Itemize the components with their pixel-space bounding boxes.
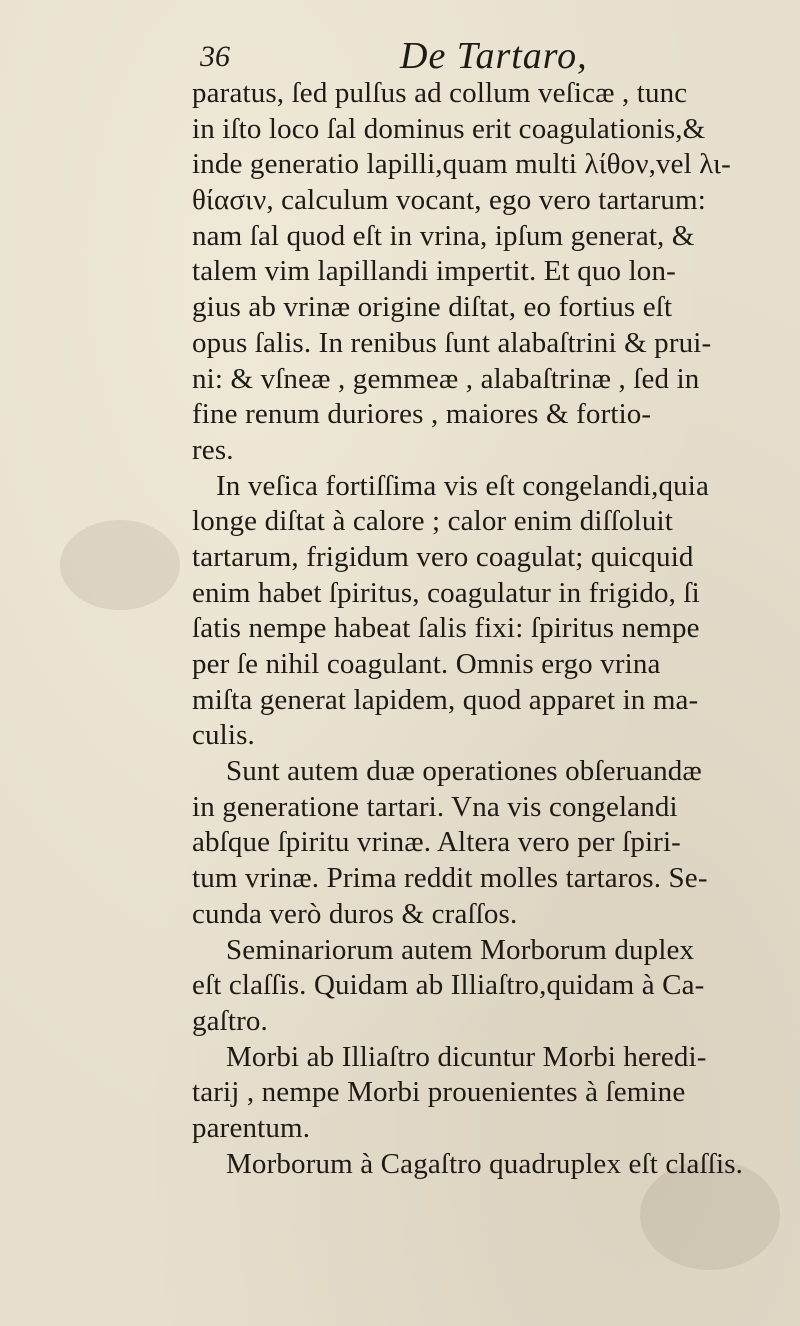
page-header: [200, 18, 640, 78]
text-line: gaſtro.: [192, 1004, 268, 1037]
text-line: enim habet ſpiritus, coagulatur in frigido, ſi: [192, 576, 700, 609]
paragraph-start-line: In veſica fortiſſima vis eſt congelandi,quia: [216, 469, 710, 502]
paragraph-start-line: Morbi ab Illiaſtro dicuntur Morbi heredi-: [226, 1040, 707, 1073]
text-line: θίασιν, calculum vocant, ego vero tartarum:: [192, 184, 706, 217]
text-line: tartarum, frigidum vero coagulat; quicquid: [192, 540, 694, 573]
text-line: miſta generat lapidem, quod apparet in ma-: [192, 683, 699, 716]
text-line: gius ab vrinæ origine diſtat, eo fortius eſt: [192, 291, 673, 324]
text-line: nam ſal quod eſt in vrina, ipſum generat, &: [192, 219, 695, 252]
page-number: 36: [200, 40, 230, 73]
paragraph-start-line: Seminariorum autem Morborum duplex: [226, 933, 695, 966]
paper-stain: [60, 520, 180, 610]
text-line: inde generatio lapilli,quam multi λίθον,vel λι-: [192, 148, 731, 181]
text-line: culis.: [192, 719, 255, 752]
paragraph-start-line: Sunt autem duæ operationes obſeruandæ: [226, 755, 702, 788]
text-line: talem vim lapillandi impertit. Et quo lon-: [192, 255, 676, 288]
text-line: abſque ſpiritu vrinæ. Altera vero per ſpiri-: [192, 826, 681, 859]
text-line: in generatione tartari. Vna vis congelandi: [192, 790, 678, 823]
text-line: tarij , nempe Morbi prouenientes à ſemine: [192, 1076, 686, 1109]
text-line: opus ſalis. In renibus ſunt alabaſtrini & prui-: [192, 326, 712, 359]
text-line: per ſe nihil coagulant. Omnis ergo vrina: [192, 648, 661, 680]
text-line: fine renum duriores , maiores & fortio-: [192, 398, 652, 431]
text-line: tum vrinæ. Prima reddit molles tartaros. Se-: [192, 862, 708, 895]
text-line: ſatis nempe habeat ſalis fixi: ſpiritus nempe: [192, 612, 700, 645]
text-line: res.: [192, 433, 234, 466]
text-line: parentum.: [192, 1111, 311, 1144]
body-text: [192, 76, 792, 1182]
text-line: in iſto loco ſal dominus erit coagulationis,&: [192, 112, 706, 145]
text-line: ni: & vſneæ , gemmeæ , alabaſtrinæ , ſed in: [192, 362, 700, 395]
text-line: paratus, ſed pulſus ad collum veſicæ , tunc: [192, 77, 688, 109]
running-head: De Tartaro,: [400, 35, 588, 77]
text-line: eſt claſſis. Quidam ab Illiaſtro,quidam à Ca-: [192, 969, 705, 1002]
text-line: cunda verò duros & craſſos.: [192, 897, 518, 930]
paragraph-start-line: Morborum à Cagaſtro quadruplex eſt claſſis.: [226, 1147, 744, 1180]
text-line: longe diſtat à calore ; calor enim diſſoluit: [192, 505, 673, 538]
